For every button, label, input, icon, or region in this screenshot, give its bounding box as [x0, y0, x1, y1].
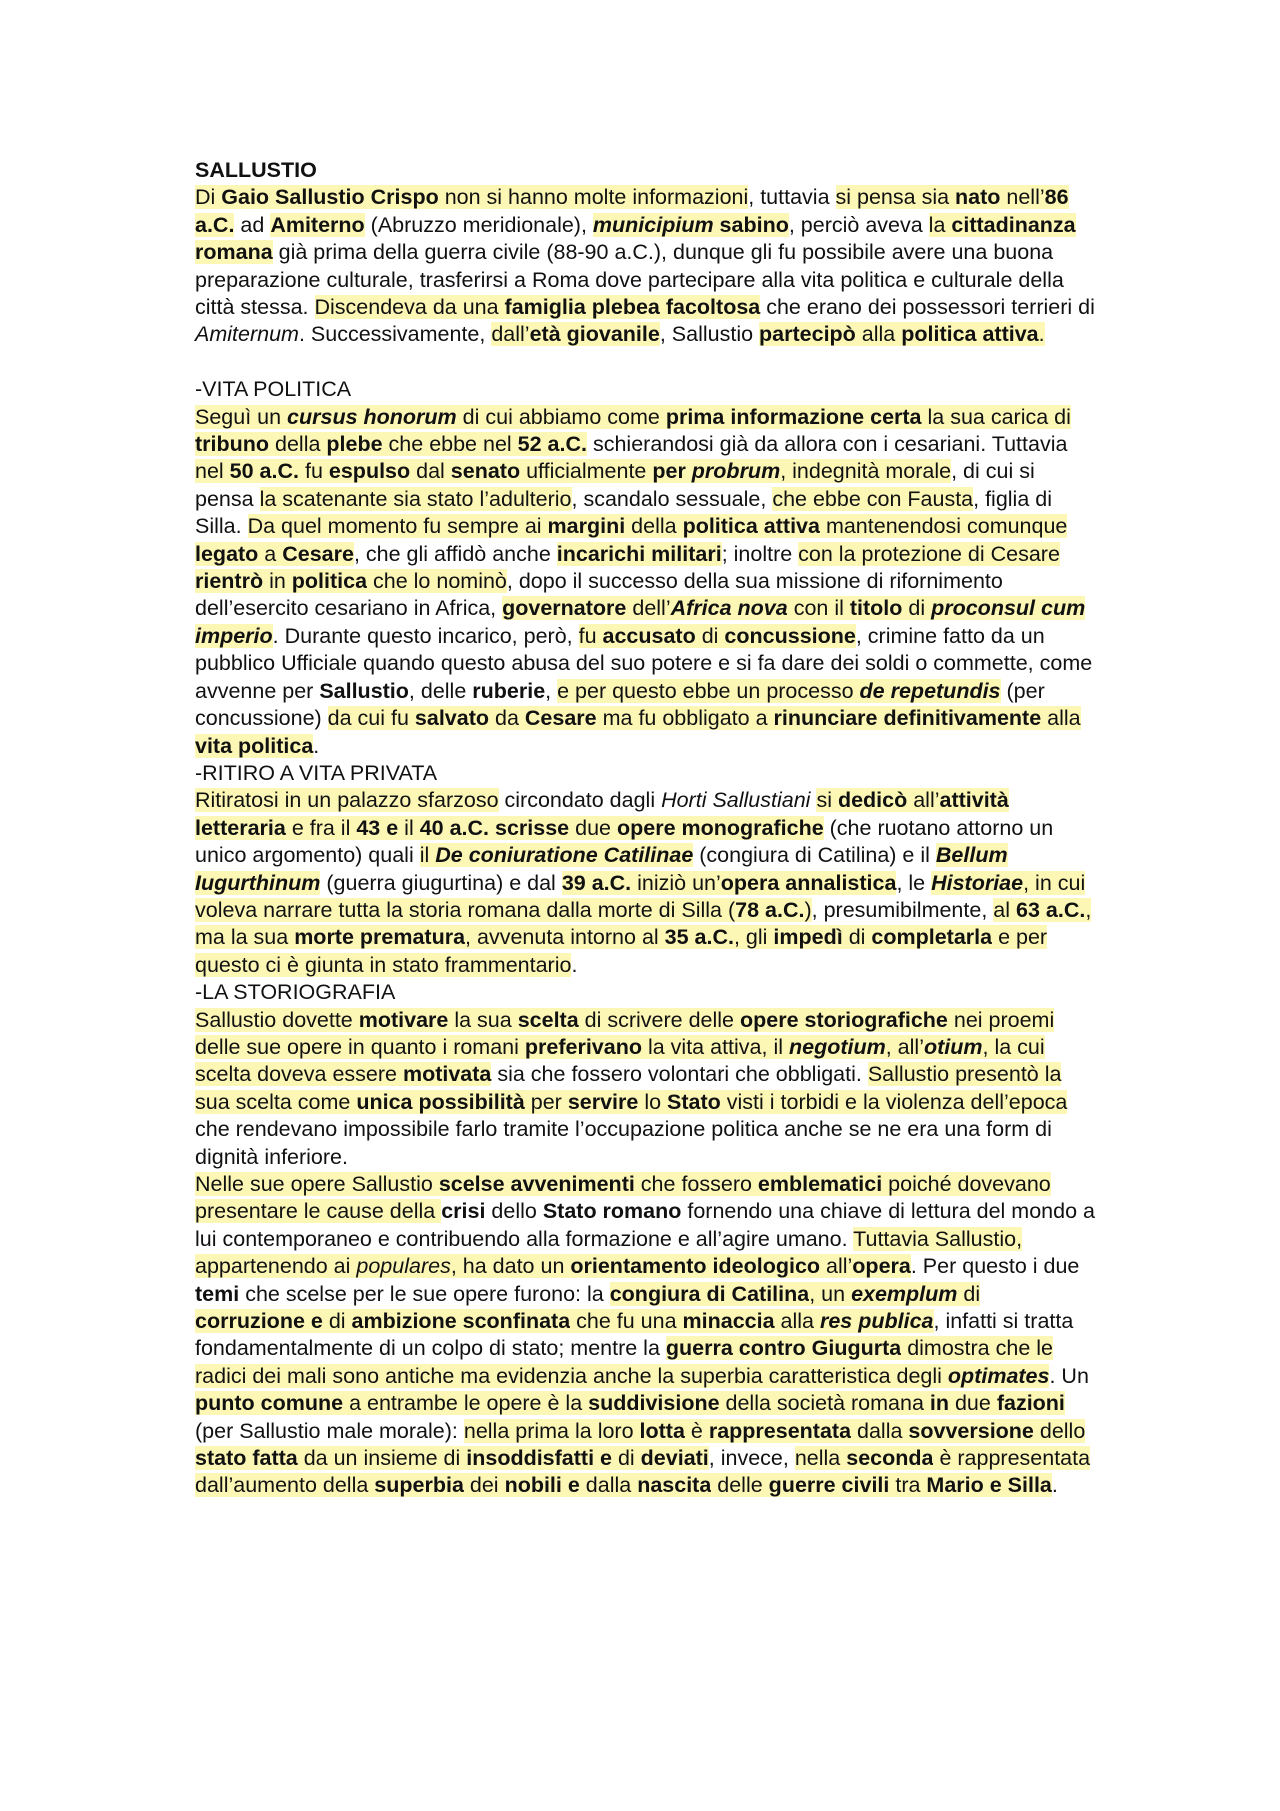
highlighted-text-run: alla [1041, 706, 1081, 731]
highlighted-text-run: Discendeva da una [314, 295, 505, 320]
highlighted-text-run: . [1038, 322, 1045, 347]
text-run: Amiternum [195, 322, 299, 347]
highlighted-text-run: partecipò [759, 322, 856, 347]
text-run: . [571, 952, 578, 977]
highlighted-text-run: la scatenante sia stato l’adulterio [259, 486, 572, 511]
text-run: che erano dei possessori terrieri di [760, 295, 1095, 320]
text-run: , crimine fatto da un pubblico Ufficiale quando questo abusa del suo potere e si fa dare dei soldi o commette, come avvenne per [195, 623, 1093, 703]
text-run: ad [234, 212, 271, 237]
vita-politica-paragraph [195, 404, 1095, 760]
highlighted-text-run: al [993, 897, 1016, 922]
text-run: Horti Sallustiani [661, 788, 811, 813]
highlighted-text-run: unica possibilità [356, 1089, 525, 1114]
highlighted-text-run: due [569, 815, 617, 840]
text-run: (per Sallustio male morale): [195, 1418, 464, 1443]
highlighted-text-run: opera annalistica [720, 870, 897, 895]
highlighted-text-run: suddivisione [588, 1391, 720, 1416]
highlighted-text-run: Di [195, 185, 222, 210]
highlighted-text-run: di scrivere delle [578, 1007, 740, 1032]
text-run: che rendevano impossibile farlo tramite l’occupazione politica anche se ne era una form di dignità inferiore. [195, 1117, 1052, 1169]
highlighted-text-run: che ebbe nel [382, 432, 518, 457]
highlighted-text-run: è [684, 1418, 709, 1443]
highlighted-text-run: deviati [640, 1446, 709, 1471]
highlighted-text-run: due [949, 1391, 997, 1416]
section-heading-ritiro [195, 760, 1095, 787]
text-run: crisi [441, 1199, 486, 1224]
highlighted-text-run: 43 e [356, 815, 399, 840]
highlighted-text-run: Africa nova [670, 596, 788, 621]
highlighted-text-run: il [419, 843, 436, 868]
highlighted-text-run: fazioni [996, 1391, 1065, 1416]
highlighted-text-run: nel [195, 459, 230, 484]
highlighted-text-run: populares [356, 1254, 451, 1279]
text-run: , di cui si pensa [195, 459, 1035, 511]
highlighted-text-run: la sua carica di [921, 404, 1071, 429]
highlighted-text-run: la vita attiva, il [642, 1034, 789, 1059]
text-run: circondato dagli [498, 788, 662, 813]
highlighted-text-run: e per questo ebbe un processo [557, 678, 860, 703]
highlighted-text-run: Gaio Sallustio Crispo [221, 185, 439, 210]
highlighted-text-run: cittadinanza romana [195, 212, 1076, 265]
highlighted-text-run: età giovanile [529, 322, 660, 347]
text-run: , le [896, 870, 932, 895]
text-run: , figlia di Silla. [195, 486, 1052, 539]
highlighted-text-run: che fu una [570, 1309, 683, 1334]
highlighted-text-run: Mario e Silla [926, 1473, 1052, 1498]
highlighted-text-run: politica attiva [901, 322, 1039, 347]
highlighted-text-run: Ritiratosi in un palazzo sfarzoso [195, 788, 499, 813]
highlighted-text-run: 35 a.C. [664, 925, 734, 950]
highlighted-text-run: nascita [637, 1473, 712, 1498]
highlighted-text-run: concussione [724, 623, 856, 648]
text-run: temi [195, 1281, 240, 1306]
highlighted-text-run: guerra contro Giugurta [665, 1336, 902, 1361]
highlighted-text-run: accusato [602, 623, 696, 648]
highlighted-text-run: ) [804, 897, 812, 922]
highlighted-text-run: Nelle sue opere Sallustio [195, 1172, 439, 1197]
highlighted-text-run: 63 a.C. [1016, 897, 1086, 922]
text-run: dello [485, 1199, 543, 1224]
highlighted-text-run: res publica [819, 1309, 934, 1334]
highlighted-text-run: all’ [907, 788, 940, 813]
highlighted-text-run: negotium [788, 1034, 886, 1059]
highlighted-text-run: , la cui scelta doveva essere [195, 1034, 1045, 1087]
highlighted-text-run: di [611, 1446, 641, 1471]
highlighted-text-run: mantenendosi comunque [819, 514, 1068, 539]
text-run: , [545, 678, 558, 703]
highlighted-text-run: nato [955, 185, 1001, 210]
highlighted-text-run: legato [195, 541, 259, 566]
highlighted-text-run: superbia [374, 1473, 464, 1498]
highlighted-text-run: motivata [402, 1062, 492, 1087]
highlighted-text-run: da [489, 706, 525, 731]
text-run: (che ruotano attorno un unico argomento) quali [195, 815, 1054, 868]
highlighted-text-run: delle [711, 1473, 769, 1498]
highlighted-text-run: Da quel momento fu sempre ai [247, 514, 548, 539]
highlighted-text-run: cursus honorum [287, 404, 457, 429]
highlighted-text-run: municipium [592, 212, 714, 237]
highlighted-text-run: famiglia plebea facoltosa [504, 295, 761, 320]
text-run: , che gli affidò anche [353, 541, 557, 566]
text-run: sia che fossero volontari che obbligati. [491, 1062, 868, 1087]
ritiro-paragraph [195, 787, 1095, 979]
highlighted-text-run: il [398, 815, 420, 840]
highlighted-text-run: , ma la sua [195, 897, 1092, 950]
highlighted-text-run: Amiterno [270, 212, 365, 237]
highlighted-text-run: motivare [358, 1007, 449, 1032]
highlighted-text-run: lotta [639, 1418, 685, 1443]
highlighted-text-run: vita politica [195, 733, 314, 758]
highlighted-text-run: è rappresentata dall’aumento della [195, 1446, 1091, 1498]
highlighted-text-run: politica attiva [682, 514, 820, 539]
highlighted-text-run: , un [809, 1281, 852, 1306]
highlighted-text-run: scelse avvenimenti [438, 1172, 635, 1197]
highlighted-text-run: alla [855, 322, 902, 347]
highlighted-text-run: , ha dato un [450, 1254, 571, 1279]
text-run: , invece, [708, 1446, 795, 1471]
highlighted-text-run: in [929, 1391, 949, 1416]
highlighted-text-run: opere storiografiche [740, 1007, 948, 1032]
highlighted-text-run: si [816, 788, 838, 813]
highlighted-text-run: dell’ [626, 596, 671, 621]
highlighted-text-run: in [263, 569, 292, 594]
highlighted-text-run: opere monografiche [616, 815, 824, 840]
text-run: , presumibilmente, [811, 897, 994, 922]
highlighted-text-run: exemplum [851, 1281, 958, 1306]
highlighted-text-run: De coniuratione Catilinae [435, 843, 694, 868]
highlighted-text-run: , in cui voleva narrare tutta la storia romana dalla morte di Silla ( [195, 870, 1086, 922]
highlighted-text-run: scelta [517, 1007, 579, 1032]
highlighted-text-run: di cui abbiamo come [456, 404, 666, 429]
highlighted-text-run: fu [578, 623, 603, 648]
highlighted-text-run: margini [547, 514, 626, 539]
highlighted-text-run: 50 a.C. [229, 459, 299, 484]
text-run: . [1051, 1473, 1058, 1498]
highlighted-text-run: guerre civili [768, 1473, 890, 1498]
highlighted-text-run: incarichi militari [556, 541, 722, 566]
highlighted-text-run: proconsul cum imperio [195, 596, 1086, 648]
highlighted-text-run: sabino [713, 212, 789, 237]
highlighted-text-run: governatore [502, 596, 627, 621]
highlighted-text-run: dei [463, 1473, 505, 1498]
highlighted-text-run: con il [787, 596, 850, 621]
highlighted-text-run: prima informazione certa [665, 404, 922, 429]
highlighted-text-run: , indegnità morale [780, 459, 952, 484]
highlighted-text-run: Sallustio dovette [195, 1007, 359, 1032]
highlighted-text-run: senato [450, 459, 521, 484]
highlighted-text-run: dello [1033, 1418, 1086, 1443]
highlighted-text-run: nobili e [504, 1473, 580, 1498]
highlighted-text-run: di [842, 925, 872, 950]
highlighted-text-run: ufficialmente [520, 459, 653, 484]
highlighted-text-run: per [524, 1089, 568, 1114]
highlighted-text-run: nei proemi delle sue opere in quanto i romani [195, 1007, 1055, 1059]
text-run: (guerra giugurtina) e dal [320, 870, 562, 895]
text-run: . Per questo i due [910, 1254, 1080, 1279]
highlighted-text-run: di [902, 596, 932, 621]
highlighted-text-run: della [269, 432, 327, 457]
text-run: schierandosi già da allora con i cesariani. Tuttavia [587, 432, 1068, 457]
highlighted-text-run: opera [852, 1254, 911, 1279]
highlighted-text-run: nella [794, 1446, 847, 1471]
text-run: SALLUSTIO [195, 158, 317, 182]
text-run: (per concussione) [195, 678, 1045, 731]
highlighted-text-run: punto comune [195, 1391, 344, 1416]
highlighted-text-run: ma fu obbligato a [596, 706, 774, 731]
text-run: , infatti si tratta fondamentalmente di un colpo di stato; mentre la [195, 1309, 1074, 1361]
highlighted-text-run: espulso [328, 459, 411, 484]
text-run: fornendo una chiave di lettura del mondo a lui contemporaneo e contribuendo alla formazione e all’agire umano. [195, 1199, 1095, 1251]
highlighted-text-run: , all’ [885, 1034, 924, 1059]
highlighted-text-run: seconda [846, 1446, 934, 1471]
highlighted-text-run: congiura di Catilina [609, 1281, 810, 1306]
highlighted-text-run: dalla [579, 1473, 638, 1498]
highlighted-text-run: si pensa sia [835, 185, 956, 210]
highlighted-text-run: sovversione [908, 1418, 1034, 1443]
highlighted-text-run: probrum [691, 459, 781, 484]
text-run: . Durante questo incarico, però, [272, 623, 579, 648]
text-run: che scelse per le sue opere furono: la [239, 1281, 610, 1306]
highlighted-text-run: plebe [326, 432, 383, 457]
highlighted-text-run: servire [567, 1089, 639, 1114]
text-run: , dopo il successo della sua missione di rifornimento dell’esercito cesariano in Africa, [195, 569, 1003, 621]
highlighted-text-run: morte prematura [294, 925, 466, 950]
highlighted-text-run: lo [638, 1089, 668, 1114]
highlighted-text-run: dall’ [491, 322, 530, 347]
highlighted-text-run: dalla [851, 1418, 909, 1443]
highlighted-text-run: , gli [733, 925, 774, 950]
highlighted-text-run: 39 a.C. [561, 870, 632, 895]
highlighted-text-run: Tuttavia Sallustio, appartenendo ai [195, 1226, 1023, 1279]
text-run: -RITIRO A VITA PRIVATA [195, 760, 438, 785]
highlighted-text-run: dal [410, 459, 451, 484]
highlighted-text-run: tribuno [195, 432, 270, 457]
highlighted-text-run: preferivano [524, 1034, 642, 1059]
highlighted-text-run: Cesare [524, 706, 597, 731]
highlighted-text-run: Seguì un [195, 404, 288, 429]
blank-line [195, 349, 1095, 376]
highlighted-text-run: da cui fu [327, 706, 415, 731]
text-run: Sallustio [319, 678, 409, 703]
highlighted-text-run: optimates [947, 1363, 1050, 1388]
highlighted-text-run: che fossero [634, 1172, 758, 1197]
highlighted-text-run: politica [291, 569, 368, 594]
highlighted-text-run: ambizione sconfinata [351, 1309, 571, 1334]
highlighted-text-run: impedì [773, 925, 843, 950]
highlighted-text-run: con la protezione di Cesare [798, 541, 1060, 566]
text-run: , delle [408, 678, 473, 703]
text-run: , perciò aveva [788, 212, 929, 237]
highlighted-text-run: iniziò un’ [631, 870, 721, 895]
highlighted-text-run: minaccia [682, 1309, 775, 1334]
highlighted-text-run: e fra il [285, 815, 357, 840]
highlighted-text-run: scrisse [495, 815, 570, 840]
text-run: . [313, 733, 320, 758]
highlighted-text-run: che ebbe con Fausta [772, 486, 974, 511]
storiografia-paragraph-2 [195, 1171, 1095, 1500]
text-run: (Abruzzo meridionale), [364, 212, 593, 237]
highlighted-text-run: non si hanno molte informazioni [438, 185, 749, 210]
text-run: , scandalo sessuale, [571, 486, 773, 511]
text-run: ruberie [472, 678, 546, 703]
text-run: Stato romano [542, 1199, 682, 1224]
text-run: , Sallustio [659, 322, 760, 347]
doc-title [195, 157, 1095, 184]
highlighted-text-run: rappresentata [708, 1418, 852, 1443]
highlighted-text-run: dimostra che le radici dei mali sono antiche ma evidenzia anche la superbia caratteristica degli [195, 1336, 1053, 1388]
highlighted-text-run: 40 a.C. [419, 815, 490, 840]
highlighted-text-run: Stato [667, 1089, 721, 1114]
text-run: già prima della guerra civile (88-90 a.C.), dunque gli fu possibile avere una buona preparazione culturale, trasferirsi a Roma dove partecipare alla vita politica e culturale della città stessa. [195, 240, 1064, 320]
highlighted-text-run: visti i torbidi e la violenza dell’epoca [720, 1089, 1068, 1114]
highlighted-text-run: della [625, 514, 683, 539]
highlighted-text-run: di [957, 1281, 981, 1306]
text-run: (congiura di Catilina) e il [693, 843, 936, 868]
highlighted-text-run: attività letteraria [195, 788, 1009, 840]
highlighted-text-run: Historiae [931, 870, 1024, 895]
highlighted-text-run: all’ [820, 1254, 853, 1279]
highlighted-text-run: , avvenuta intorno al [465, 925, 665, 950]
highlighted-text-run: otium [923, 1034, 983, 1059]
highlighted-text-run: 52 a.C. [517, 432, 587, 457]
highlighted-text-run: Sallustio presentò la sua scelta come [195, 1062, 1062, 1114]
highlighted-text-run: di [322, 1309, 352, 1334]
highlighted-text-run: poiché dovevano presentare le cause della [195, 1172, 1051, 1224]
document-page [195, 157, 1095, 1500]
storiografia-paragraph-1 [195, 1007, 1095, 1171]
highlighted-text-run: da un insieme di [297, 1446, 467, 1471]
highlighted-text-run: rientrò [195, 569, 264, 594]
highlighted-text-run: dedicò [837, 788, 908, 813]
text-run: . Un [1049, 1363, 1089, 1388]
highlighted-text-run: 78 a.C. [735, 897, 805, 922]
intro-paragraph [195, 184, 1095, 348]
text-run: -VITA POLITICA [195, 377, 352, 402]
highlighted-text-run: completarla [871, 925, 993, 950]
highlighted-text-run: de repetundis [859, 678, 1001, 703]
highlighted-text-run: che lo nominò [367, 569, 507, 594]
highlighted-text-run: salvato [414, 706, 490, 731]
highlighted-text-run: per [652, 459, 692, 484]
highlighted-text-run: rinunciare definitivamente [773, 706, 1042, 731]
highlighted-text-run: corruzione e [195, 1309, 323, 1334]
text-run: , tuttavia [748, 185, 836, 210]
highlighted-text-run: nell’ [1000, 185, 1045, 210]
highlighted-text-run: fu [299, 459, 329, 484]
highlighted-text-run: Cesare [282, 541, 354, 566]
highlighted-text-run: alla [774, 1309, 820, 1334]
text-run: -LA STORIOGRAFIA [195, 980, 396, 1005]
highlighted-text-run: tra [889, 1473, 927, 1498]
text-run: ; inoltre [721, 541, 799, 566]
highlighted-text-run: nella prima la loro [463, 1418, 640, 1443]
highlighted-text-run: la sua [448, 1007, 518, 1032]
highlighted-text-run: emblematici [757, 1172, 883, 1197]
section-heading-storiografia [195, 979, 1095, 1006]
highlighted-text-run: titolo [849, 596, 903, 621]
highlighted-text-run: a entrambe le opere è la [343, 1391, 589, 1416]
section-heading-vita-politica [195, 376, 1095, 403]
highlighted-text-run: insoddisfatti e [466, 1446, 612, 1471]
highlighted-text-run: della società romana [719, 1391, 930, 1416]
highlighted-text-run: stato fatta [195, 1446, 298, 1471]
highlighted-text-run: 86 a.C. [195, 185, 1069, 237]
highlighted-text-run: di [695, 623, 725, 648]
text-run: . Successivamente, [298, 322, 492, 347]
highlighted-text-run: a [258, 541, 283, 566]
highlighted-text-run: e per questo ci è giunta in stato frammentario [195, 925, 1048, 977]
highlighted-text-run: la [928, 212, 952, 237]
highlighted-text-run: Bellum Iugurthinum [195, 843, 1008, 895]
highlighted-text-run: orientamento ideologico [570, 1254, 821, 1279]
